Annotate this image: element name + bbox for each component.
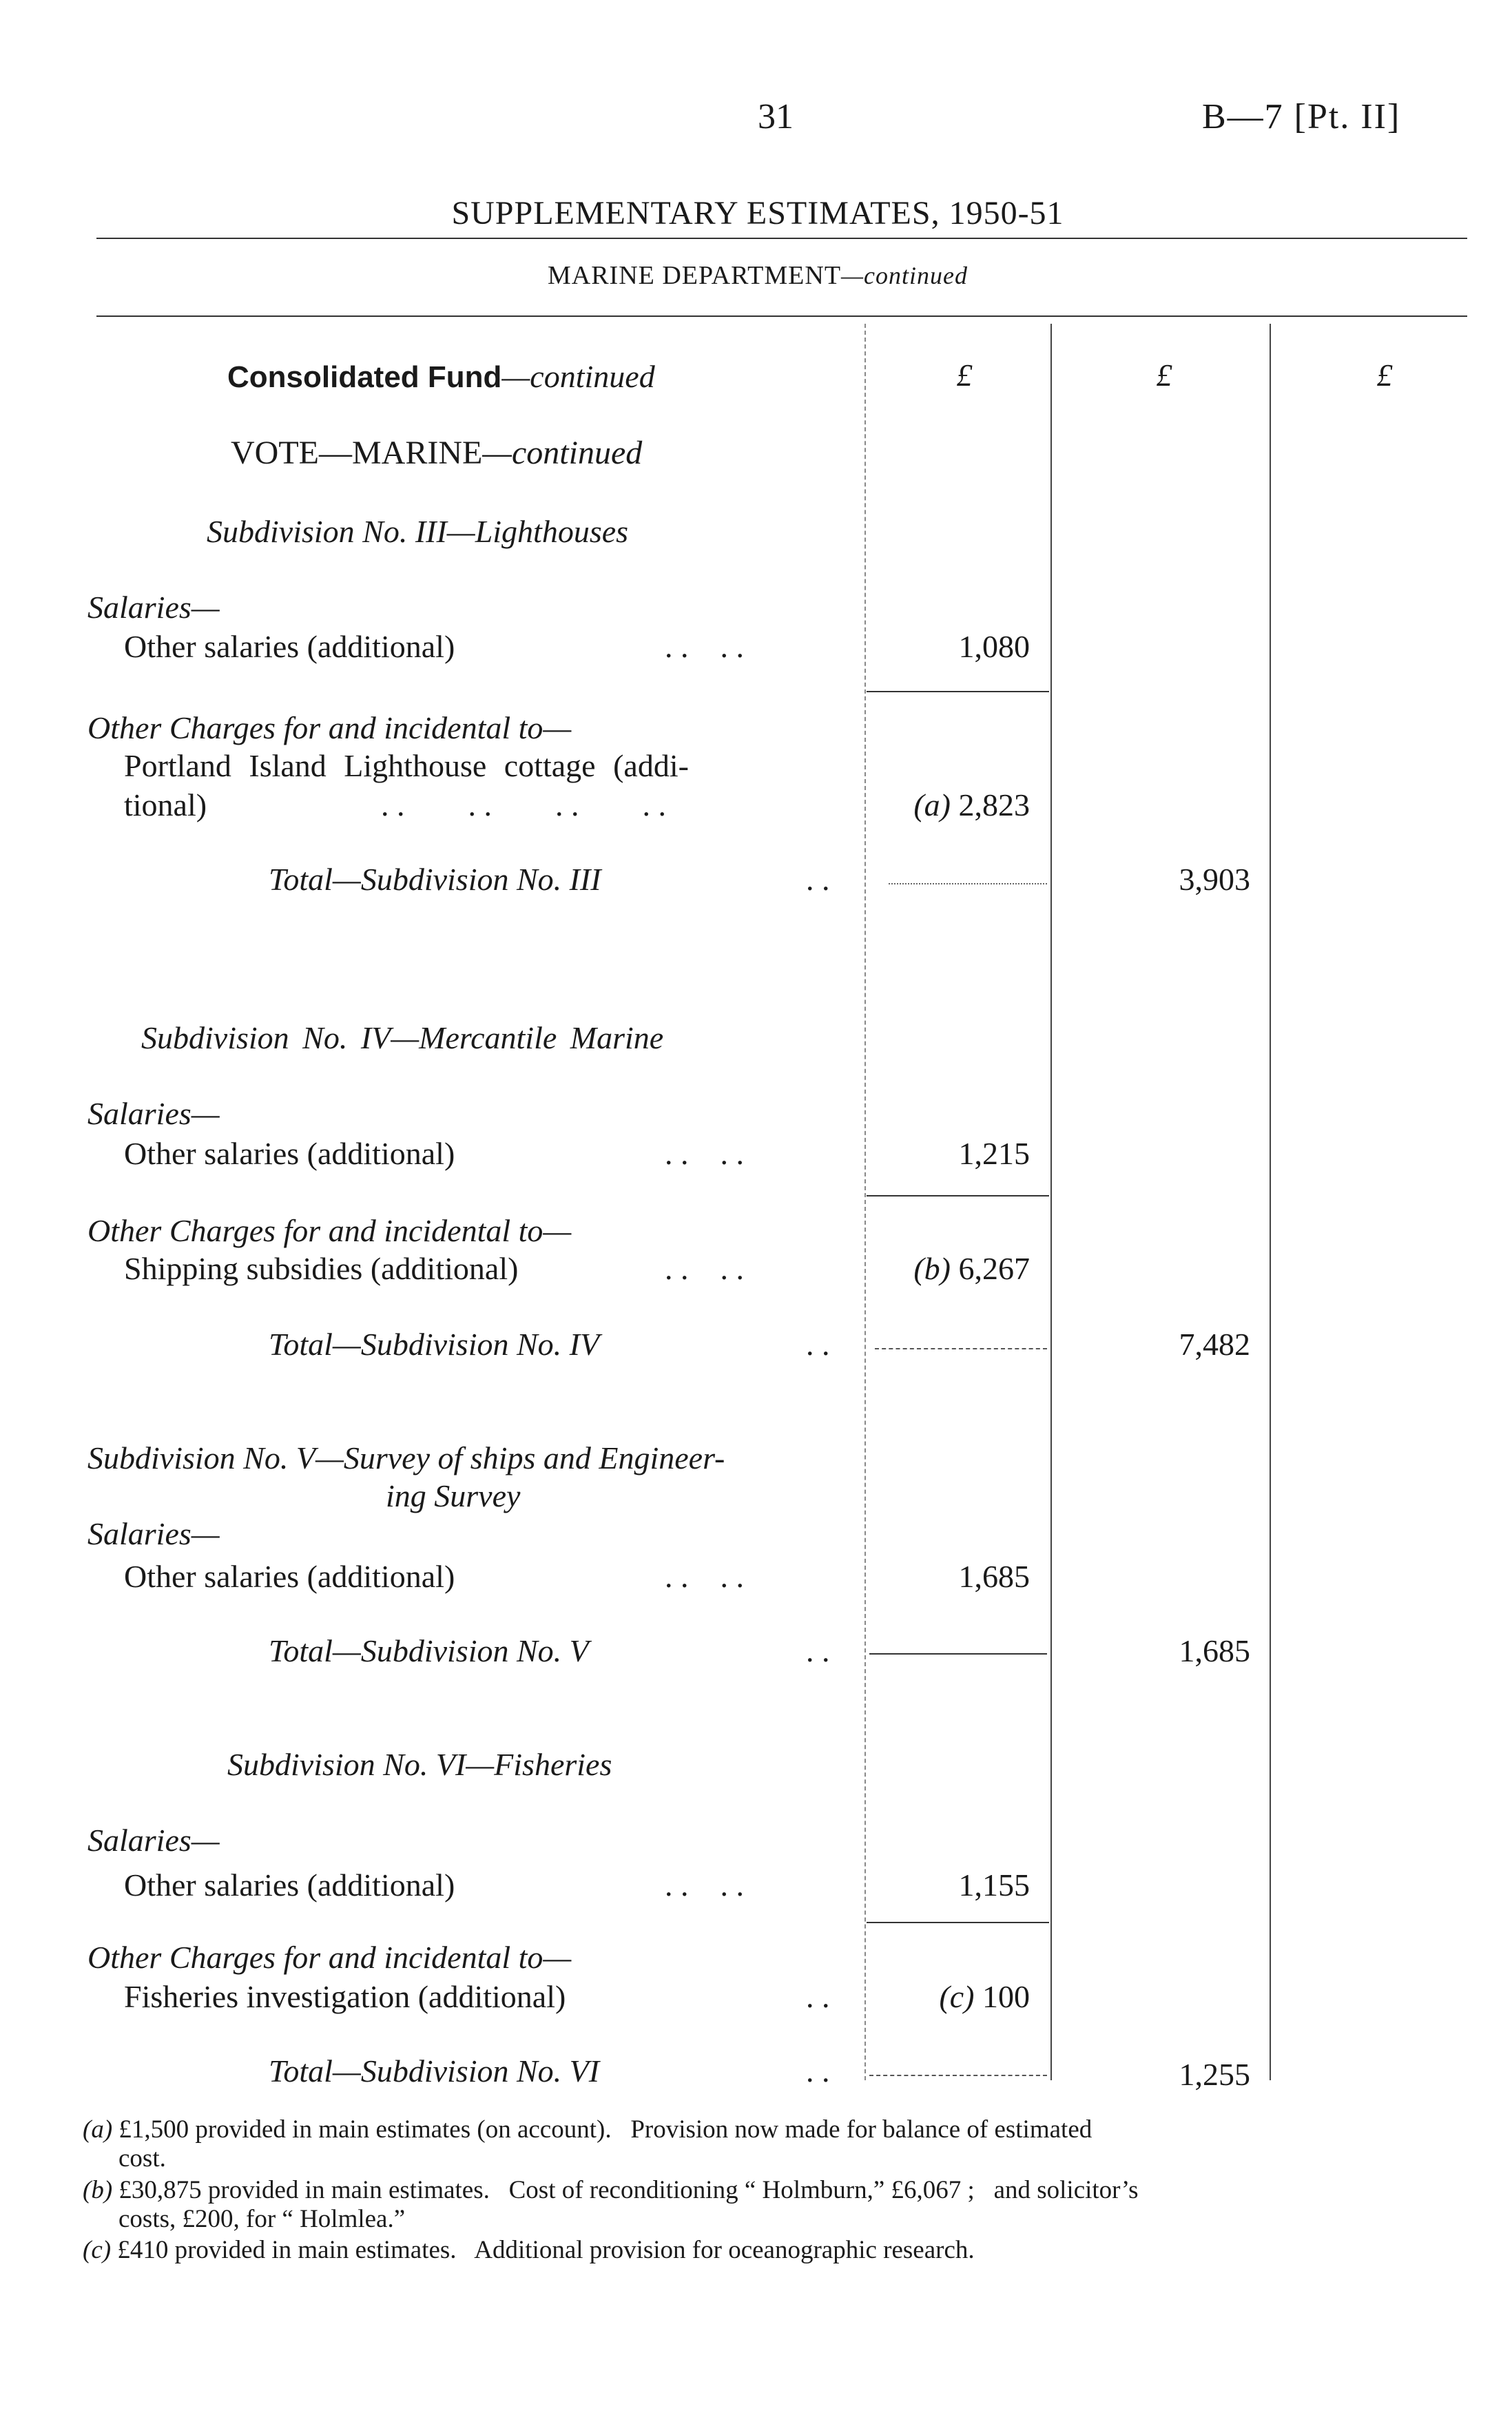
- subdivision-3-salaries-item: Other salaries (additional): [124, 629, 455, 664]
- subdivision-5-title-line2: ing Survey: [386, 1478, 521, 1513]
- column-header-3: £: [1376, 358, 1393, 393]
- subdivision-4-amount-rule: [867, 1195, 1049, 1196]
- title-rule: [96, 238, 1467, 239]
- subdivision-4-total-rule: [875, 1348, 1047, 1349]
- subdivision-6-amount-rule: [867, 1922, 1049, 1923]
- subdivision-5-title-line1: Subdivision No. V—Survey of ships and Engineer-: [87, 1440, 725, 1475]
- subdivision-6-title: Subdivision No. VI—Fisheries: [227, 1747, 612, 1782]
- page-title: SUPPLEMENTARY ESTIMATES, 1950-51: [451, 195, 1064, 231]
- subdivision-3-salaries-label: Salaries—: [87, 590, 220, 625]
- page-number: 31: [758, 97, 794, 136]
- footnote-ref-a: (a): [913, 787, 951, 822]
- document-reference: B—7 [Pt. II]: [1202, 97, 1401, 136]
- fund-name: Consolidated Fund: [227, 360, 502, 394]
- footnote-c-mark: (c): [83, 2236, 112, 2264]
- footnote-a-text: £1,500 provided in main estimates (on account). Provision now made for balance of estimated: [118, 2115, 1092, 2144]
- subdivision-5-salaries-leaders: . . . .: [665, 1559, 744, 1594]
- column-divider-2: [1050, 324, 1052, 2080]
- subdivision-3-other-leaders: . . . . . . . .: [381, 787, 666, 822]
- footnote-a-mark: (a): [83, 2115, 113, 2144]
- subdivision-4-total-amount: 7,482: [1179, 1327, 1250, 1362]
- vote-suffix: —continued: [482, 435, 643, 471]
- subdivision-5-salaries-amount: 1,685: [958, 1559, 1030, 1594]
- subdivision-3-other-amount-cell: [869, 787, 1030, 823]
- subdivision-4-total-leaders: . .: [806, 1327, 830, 1362]
- subdivision-3-total-label: Total—Subdivision No. III: [269, 862, 601, 897]
- subdivision-4-salaries-leaders: . . . .: [665, 1136, 744, 1171]
- subdivision-3-other-item-line1: Portland Island Lighthouse cottage (addi-: [124, 748, 689, 783]
- column-divider-1: [864, 324, 866, 2080]
- subdivision-4-other-amount: 6,267: [958, 1251, 1030, 1286]
- subdivision-4-total-label: Total—Subdivision No. IV: [269, 1327, 600, 1362]
- department-suffix: —continued: [841, 262, 969, 289]
- subdivision-6-other-label: Other Charges for and incidental to—: [87, 1940, 572, 1975]
- subdivision-6-total-leaders: . .: [806, 2053, 830, 2089]
- subdivision-3-amount-rule: [867, 691, 1049, 692]
- subdivision-4-other-amount-cell: [869, 1250, 1030, 1287]
- footnote-ref-b: (b): [913, 1251, 951, 1286]
- column-divider-3: [1270, 324, 1271, 2080]
- subdivision-5-salaries-item: Other salaries (additional): [124, 1559, 455, 1594]
- fund-suffix: —continued: [501, 359, 655, 394]
- footnote-b-text: £30,875 provided in main estimates. Cost of reconditioning “ Holmburn,” £6,067 ; and solicitor’s: [118, 2176, 1139, 2204]
- subdivision-6-total-label: Total—Subdivision No. VI: [269, 2053, 600, 2089]
- subdivision-6-other-amount-cell: [869, 1978, 1030, 2015]
- subdivision-5-total-leaders: . .: [806, 1633, 830, 1668]
- subdivision-3-total-leaders: . .: [806, 862, 830, 897]
- subdivision-6-other-amount: 100: [982, 1979, 1030, 2014]
- subdivision-3-other-item-line2: tional): [124, 787, 207, 822]
- footnote-a: [83, 2115, 1092, 2144]
- vote-heading: [231, 434, 642, 472]
- subdivision-4-salaries-label: Salaries—: [87, 1096, 220, 1131]
- column-header-1: £: [956, 358, 973, 393]
- fund-heading: [227, 358, 655, 395]
- column-header-2: £: [1156, 358, 1172, 393]
- footnote-c: [83, 2235, 975, 2265]
- subdivision-5-total-rule: [869, 1653, 1047, 1655]
- subdivision-5-salaries-label: Salaries—: [87, 1516, 220, 1551]
- subdivision-6-other-item: Fisheries investigation (additional): [124, 1979, 566, 2014]
- footnote-b-line2: costs, £200, for “ Holmlea.”: [118, 2205, 406, 2233]
- subdivision-3-salaries-leaders: . . . .: [665, 629, 744, 664]
- subdivision-3-other-label: Other Charges for and incidental to—: [87, 710, 572, 745]
- footnote-c-text: £410 provided in main estimates. Additional provision for oceanographic research.: [117, 2236, 975, 2264]
- subdivision-3-total-amount: 3,903: [1179, 862, 1250, 897]
- subdivision-4-other-label: Other Charges for and incidental to—: [87, 1213, 572, 1248]
- subdivision-4-other-leaders: . . . .: [665, 1251, 744, 1286]
- subdivision-4-other-item: Shipping subsidies (additional): [124, 1251, 519, 1286]
- department-heading: [344, 260, 1171, 291]
- subdivision-6-salaries-item: Other salaries (additional): [124, 1867, 455, 1903]
- footnote-a-line2: cost.: [118, 2144, 166, 2173]
- department-name: MARINE DEPARTMENT: [547, 261, 842, 290]
- subdivision-4-title: Subdivision No. IV—Mercantile Marine: [141, 1020, 664, 1055]
- subdivision-3-total-rule: [889, 883, 1047, 884]
- subdivision-3-salaries-amount: 1,080: [958, 629, 1030, 664]
- subdivision-6-salaries-amount: 1,155: [958, 1867, 1030, 1903]
- subdivision-3-title: Subdivision No. III—Lighthouses: [207, 514, 629, 549]
- subdivision-6-total-amount: 1,255: [1179, 2057, 1250, 2092]
- subdivision-6-total-rule: [869, 2075, 1047, 2076]
- subdivision-3-other-amount: 2,823: [958, 787, 1030, 822]
- footnote-b: [83, 2175, 1139, 2205]
- footnote-b-mark: (b): [83, 2176, 113, 2204]
- subdivision-3-other-item: [124, 747, 847, 784]
- subdivision-6-salaries-leaders: . . . .: [665, 1867, 744, 1903]
- subdivision-4-salaries-item: Other salaries (additional): [124, 1136, 455, 1171]
- subdivision-6-other-leaders: . .: [806, 1979, 830, 2014]
- subdivision-4-salaries-amount: 1,215: [958, 1136, 1030, 1171]
- table-top-rule: [96, 315, 1467, 317]
- vote-name: VOTE—MARINE: [231, 435, 483, 471]
- subdivision-5-total-amount: 1,685: [1179, 1633, 1250, 1668]
- subdivision-6-salaries-label: Salaries—: [87, 1823, 220, 1858]
- footnote-ref-c: (c): [939, 1979, 975, 2014]
- subdivision-5-total-label: Total—Subdivision No. V: [269, 1633, 589, 1668]
